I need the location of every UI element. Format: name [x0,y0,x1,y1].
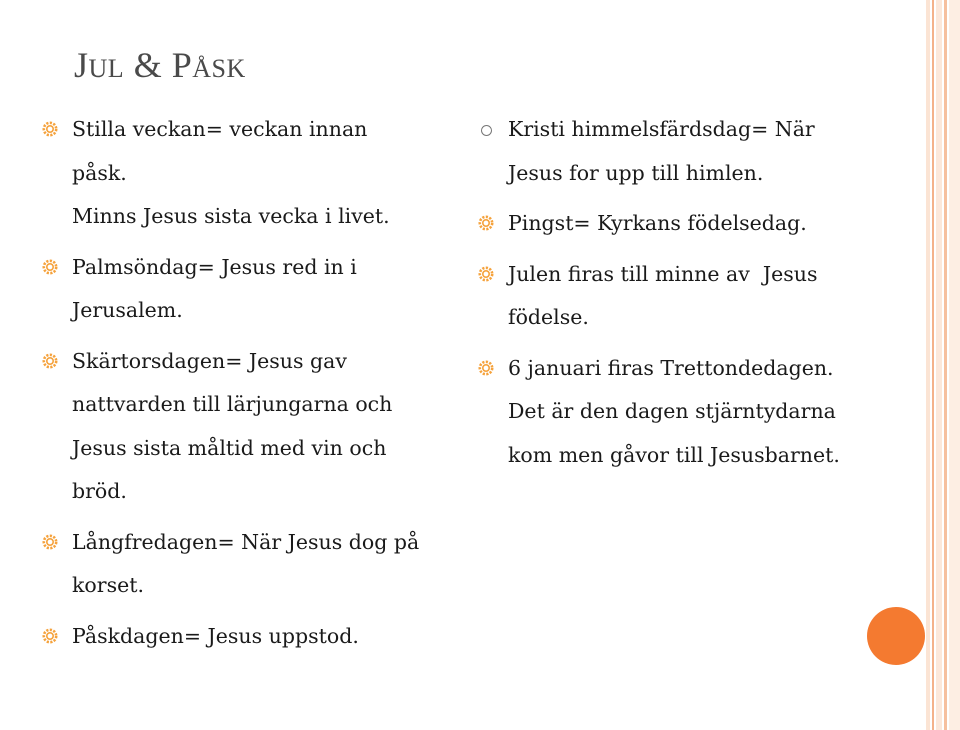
slide-title: JUL & PÅSK [74,45,246,85]
bullet-text: Kristi himmelsfärdsdag= När [508,117,815,141]
bullet-text: Julen firas till minne av Jesus [508,261,818,286]
bullet-text: nattvarden till lärjungarna och [72,392,393,416]
hollow-circle-bullet-icon [481,125,492,136]
stripe [926,0,930,730]
bullet-text: Det är den dagen stjärntydarna [508,399,836,423]
left-column [42,108,462,665]
bullet-text: Jesus for upp till himlen. [508,160,764,185]
orange-circle-accent [867,607,925,665]
gear-bullet-icon [478,266,494,282]
decorative-side-stripes [926,0,960,730]
gear-bullet-icon [478,215,494,231]
bullet-item [478,202,898,246]
gear-bullet-icon [42,121,58,137]
gear-bullet-icon [42,353,58,369]
stripe [936,0,942,730]
bullet-text: kom men gåvor till Jesusbarnet. [508,442,840,467]
bullet-text: Jerusalem. [72,298,183,322]
gear-bullet-icon [42,628,58,644]
bullet-text: bröd. [72,479,127,503]
gear-bullet-icon [42,534,58,550]
bullet-text: Påskdagen= Jesus uppstod. [72,623,359,648]
bullet-item [42,246,462,333]
stripe [944,0,947,730]
right-column [478,108,898,484]
bullet-item [478,253,898,340]
gear-bullet-icon [42,259,58,275]
bullet-item [42,340,462,514]
bullet-text: Långfredagen= När Jesus dog på [72,529,420,554]
bullet-item [42,521,462,608]
bullet-text: Palmsöndag= Jesus red in i [72,254,357,279]
bullet-text: Jesus sista måltid med vin och [72,435,387,460]
bullet-text: Stilla veckan= veckan innan [72,117,368,141]
stripe [932,0,934,730]
stripe [949,0,960,730]
bullet-text: påsk. [72,160,127,185]
bullet-text: födelse. [508,305,589,329]
bullet-item [478,347,898,478]
bullet-text: korset. [72,573,144,597]
bullet-item [478,108,898,195]
bullet-item [42,108,462,239]
bullet-text: Skärtorsdagen= Jesus gav [72,348,347,373]
bullet-text: Pingst= Kyrkans födelsedag. [508,211,807,235]
bullet-text: Minns Jesus sista vecka i livet. [72,204,390,228]
bullet-item [42,615,462,659]
bullet-text: 6 januari firas Trettondedagen. [508,355,834,380]
gear-bullet-icon [478,360,494,376]
